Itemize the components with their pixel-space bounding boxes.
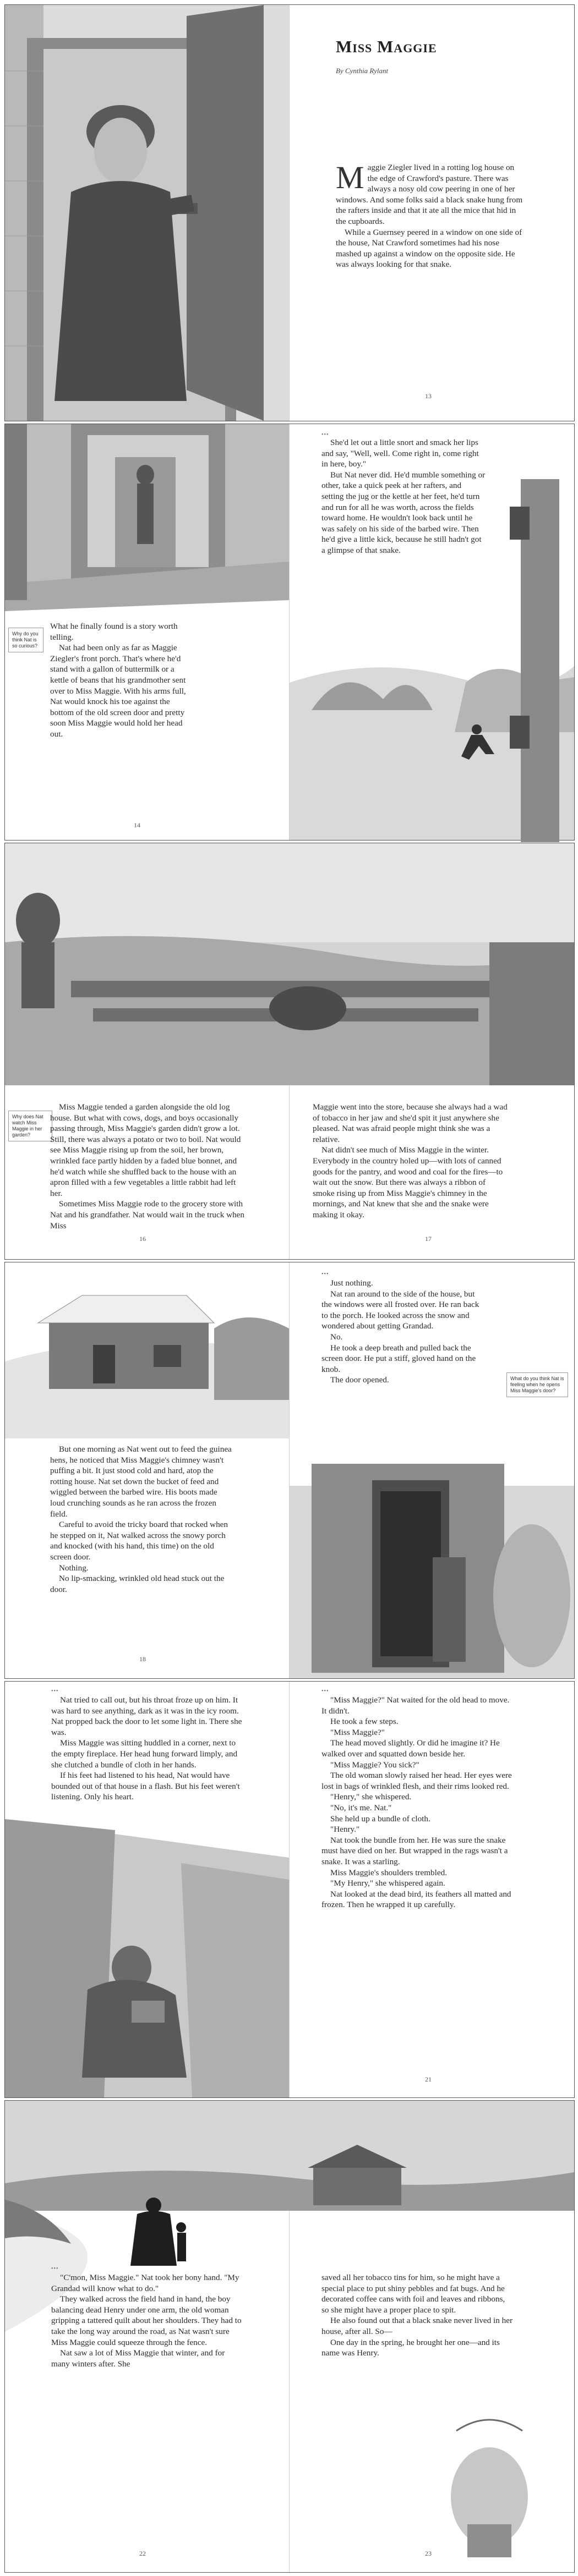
page-12-illustration [5,5,289,421]
paragraph: "My Henry," she whispered again. [330,1879,445,1888]
page-number: 23 [425,2550,432,2557]
paragraph: Careful to avoid the tricky board that rocked when he stepped on it, Nat walked across the snowy porch and knocked (with his hand, this time) on the old screen door. [50,1520,228,1562]
paragraph: "Henry," she whispered. [330,1792,412,1802]
paragraph: Nat saw a lot of Miss Maggie that winter, and for many winters after. She [51,2348,225,2369]
page-number: 22 [139,2550,146,2557]
spread-3 [4,843,575,1260]
paragraph: Nat tried to call out, but his throat froze up on him. It was hard to see anything, dark as it was in the icy room. Nat propped back the door to let some light in. There she was. [51,1695,242,1737]
page-18 [5,1262,289,1678]
page-number: 17 [425,1235,432,1243]
page-14 [5,424,289,840]
paragraph: Miss Maggie was sitting huddled in a corner, next to the empty fireplace. Her head hung forward limply, and she clutched a bundle of cloth in her hands. [51,1738,238,1770]
section-ornament: ••• [321,432,329,438]
page-16 [5,843,289,1259]
paragraph: saved all her tobacco tins for him, so he might have a special place to put shiny pebbles and fat bugs. And he decorated coffee cans with foil and leaves and ribbons, so she might have a proper place to spit. [321,2273,505,2315]
page-14-text [50,621,188,740]
paragraph: The head moved slightly. Or did he imagine it? He walked over and squatted down beside her. [321,1738,500,1759]
page-number: 18 [139,1655,146,1663]
paragraph: The door opened. [330,1375,389,1385]
paragraph: Nat ran around to the side of the house, but the windows were all frosted over. He ran back to the porch. He looked across the snow and wondered about getting Grandad. [321,1289,479,1331]
page-13-text [336,162,523,270]
page-16-text [50,1102,249,1231]
paragraph: He took a deep breath and pulled back the screen door. He put a stiff, gloved hand on the knob. [321,1343,476,1374]
paragraph: She'd let out a little snort and smack her lips and say, "Well, well. Come right in, come right in here, boy." [321,438,479,469]
paragraph: One day in the spring, he brought her one—and its name was Henry. [321,2337,500,2358]
side-note-question: What do you think Nat is feeling when he opens Miss Maggie's door? [506,1372,568,1397]
page-number: 13 [425,392,432,400]
page-number: 21 [425,2075,432,2083]
spread-6 [4,2100,575,2573]
side-note-question: Why does Nat watch Miss Maggie in her garden? [8,1111,52,1141]
page-number: 16 [139,1235,146,1243]
page-21 [290,1682,574,2097]
section-ornament: ••• [321,1271,329,1277]
paragraph: Nat didn't see much of Miss Maggie in the winter. Everybody in the country holed up—with lots of canned goods for the pantry, and wood and coal for the fires—to wait out the snow. But there was always a ribbon of smoke rising up from Miss Maggie's chimney in the mornings, and Nat knew that she and the snake were making it okay. [313,1145,503,1220]
spread-1 [4,4,575,421]
spread-5 [4,1681,575,2098]
section-ornament: ••• [51,1688,59,1694]
snowy-cabin-illustration [5,1262,289,1438]
paragraph: They walked across the field hand in hand, the boy balancing dead Henry under one arm, the old woman gripping a tattered quilt about her shoulders. They had to take the long way around the road, as Nat wasn't sure Miss Maggie could squeeze through the fence. [51,2294,242,2347]
paragraph: What he finally found is a story worth telling. [50,622,178,642]
paragraph: But Nat never did. He'd mumble something or other, take a quick peek at her rafters, and setting the jug or the kettle at her feet, he'd turn and run for all he was worth, across the fields toward home. He wouldn't look back until he was safely on his side of the barbed wire. Then he'd give a little kick, because he still hadn't got a glimpse of that snake. [321,470,486,555]
paragraph: Nat looked at the dead bird, its feathers all matted and frozen. Then he wrapped it up carefully. [321,1889,511,1910]
boy-in-doorway-illustration [5,5,289,421]
paragraph: Sometimes Miss Maggie rode to the grocery store with Nat and his grandfather. Nat would wait in the truck when Miss [50,1199,245,1231]
paragraph: "No, it's me. Nat." [330,1803,392,1812]
drop-cap: M [336,160,364,195]
side-note-question: Why do you think Nat is so curious? [8,628,43,652]
page-23-text [321,2272,514,2359]
page-15 [290,424,574,840]
page-23 [290,2101,574,2572]
story-author: By Cynthia Rylant [336,67,389,75]
spread-2 [4,424,575,841]
paragraph: He also found out that a black snake never lived in her house, after all. So— [321,2316,513,2336]
paragraph: "Miss Maggie?" Nat waited for the old head to move. It didn't. [321,1695,510,1716]
page-22 [5,2101,289,2572]
spread-4 [4,1262,575,1679]
page-21-text [321,1695,513,1910]
paragraph: No. [330,1332,343,1342]
paragraph: "Miss Maggie? You sick?" [330,1760,419,1770]
paragraph: The old woman slowly raised her head. Her eyes were lost in bags of wrinkled flesh, and their rims looked red. [321,1771,512,1791]
story-title: Miss Maggie [336,37,437,56]
paragraph: Nat had been only as far as Maggie Ziegler's front porch. That's where he'd stand with a gallon of buttermilk or a kettle of beans that his grandmother sent over to Miss Maggie. With his arms full, Nat would knock his toe against the bottom of the old screen door and pretty soon Miss Maggie would hold her head out. [50,643,186,739]
page-17-text [313,1102,509,1221]
page-13 [290,5,574,421]
paragraph: Miss Maggie's shoulders trembled. [330,1868,447,1877]
paragraph: Maggie Ziegler lived in a rotting log house on the edge of Crawford's pasture. There was always a nosy old cow peering in one of her windows. And some folks said a black snake hung from the rafters inside and that it ate all the mice that hid in the cupboards. [336,160,523,226]
page-20-text [51,1695,247,1803]
paragraph: "Miss Maggie?" [330,1727,385,1737]
paragraph: "Henry." [330,1825,360,1834]
paragraph: No lip-smacking, wrinkled old head stuck out the door. [50,1574,225,1594]
paragraph: But one morning as Nat went out to feed the guinea hens, he noticed that Miss Maggie's chimney wasn't puffing a bit. It just stood cold and hard, atop the rotting house. Nat set down the bucket of feed and wiggled between the barbed wire. His boots made loud crunching sounds as he ran across the frozen field. [50,1444,232,1519]
page-19-text [321,1278,487,1386]
paragraph: She held up a bundle of cloth. [330,1814,430,1823]
paragraph: If his feet had listened to his head, Nat would have bounded out of that house in a flash. But his feet weren't listening. Only his heart. [51,1771,240,1802]
page-15-text [321,437,486,556]
page-18-text [50,1444,233,1595]
page-20 [5,1682,289,2097]
page-19 [290,1262,574,1678]
paragraph: He took a few steps. [330,1717,399,1727]
paragraph: Miss Maggie tended a garden alongside the old log house. But what with cows, dogs, and boys occasionally passing through, Miss Maggie's garden didn't grow a lot. Still, there was always a potato or two to boil. Nat would see Miss Maggie rising up from the soil, her brown, wrinkled face partly hidden by a faded blue bonnet, and he'd watch while she shuffled back to the house with an apron filled with a few vegetables a little rabbit had left her. [50,1102,241,1198]
page-22-text [51,2272,244,2369]
page-number: 14 [134,821,140,829]
paragraph: Just nothing. [330,1278,373,1288]
paragraph: Maggie went into the store, because she always had a wad of tobacco in her jaw and she'd spit it just anywhere she pleased. Nat was afraid people might think she was a relative. [313,1102,508,1144]
paragraph: While a Guernsey peered in a window on one side of the house, Nat Crawford sometimes had his nose mashed up against a window on the opposite side. He was always looking for that snake. [336,227,522,270]
paragraph: Nat took the bundle from her. He was sure the snake must have died on her. But wrapped in the rags wasn't a snake. It was a starling. [321,1835,508,1866]
page-17 [290,843,574,1259]
paragraph: Nothing. [59,1563,89,1573]
cabin-door-illustration [290,1420,574,1678]
section-ornament: ••• [51,2266,59,2272]
paragraph: "C'mon, Miss Maggie." Nat took her bony hand. "My Grandad will know what to do." [51,2273,239,2293]
section-ornament: ••• [321,1688,329,1694]
